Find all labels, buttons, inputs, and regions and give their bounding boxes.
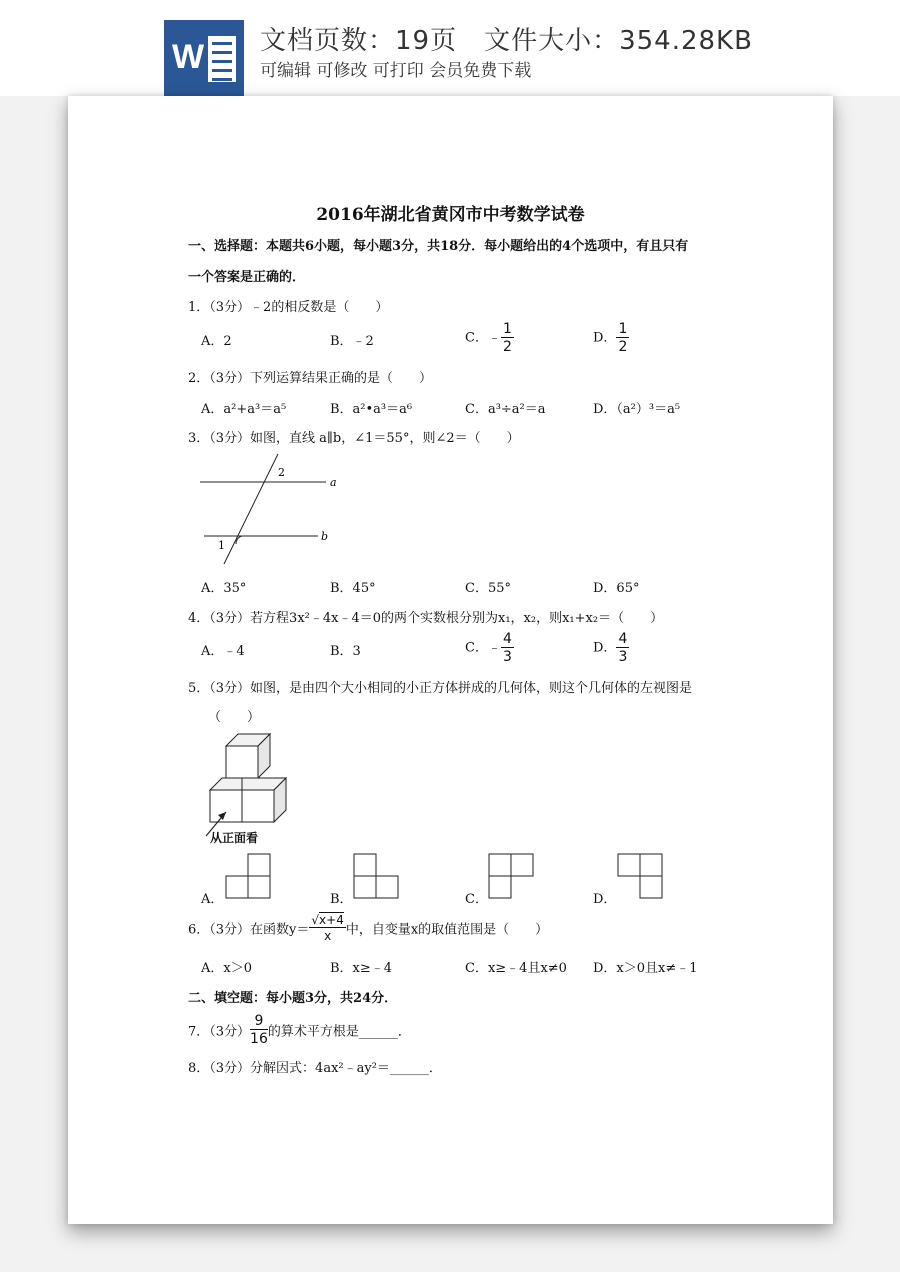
exam-page xyxy=(68,96,833,1224)
question-5-option-b: B． xyxy=(330,892,353,907)
fraction-denominator: 2 xyxy=(618,339,628,355)
fraction-denominator: 16 xyxy=(250,1031,268,1047)
question-4-option-a: A．﹣4 xyxy=(201,644,245,659)
fraction-numerator: 1 xyxy=(618,321,628,337)
square xyxy=(489,876,511,898)
stem-suffix: 中，自变量x的取值范围是（ ） xyxy=(345,922,549,938)
question-6-stem xyxy=(188,914,548,948)
stem-prefix: 6．（3分）在函数y＝ xyxy=(188,922,310,938)
radicand: x+4 xyxy=(319,913,344,927)
section1-heading-line2: 一个答案是正确的． xyxy=(188,270,306,285)
radical-fraction xyxy=(309,914,345,942)
square xyxy=(248,854,270,876)
question-2-option-c: C．a³÷a²＝a xyxy=(465,402,546,417)
fraction xyxy=(501,322,514,354)
option-d-label: D． xyxy=(593,640,617,656)
square xyxy=(489,854,511,876)
question-2-stem: 2．（3分）下列运算结果正确的是（ ） xyxy=(188,371,433,386)
option-c-view xyxy=(485,852,537,902)
question-4-stem: 4．（3分）若方程3x²﹣4x﹣4＝0的两个实数根分别为x₁，x₂，则x₁+x₂＝（ ） xyxy=(188,611,664,626)
section1-heading-line1: 一、选择题：本题共6小题，每小题3分，共18分．每小题给出的4个选项中，有且只有 xyxy=(188,239,689,254)
question-6-option-d: D．x＞0且x≠﹣1 xyxy=(593,961,698,976)
parallel-lines-figure xyxy=(198,452,338,570)
question-2-option-b: B．a²•a³＝a⁶ xyxy=(330,402,413,417)
bottom-cube-left-front xyxy=(210,790,242,822)
question-1-stem: 1．（3分）﹣2的相反数是（ ） xyxy=(188,300,389,315)
question-3-option-a: A．35° xyxy=(201,581,247,596)
option-c-label: C． xyxy=(465,330,488,346)
square xyxy=(376,876,398,898)
question-3-option-b: B．45° xyxy=(330,581,376,596)
square xyxy=(511,854,533,876)
fraction-denominator: x xyxy=(324,929,332,943)
question-4-option-c xyxy=(465,632,514,664)
page-title: 2016年湖北省黄冈市中考数学试卷 xyxy=(316,205,585,225)
question-5-paren: （ ） xyxy=(208,710,261,725)
question-6-option-a: A．x＞0 xyxy=(201,961,252,976)
fraction xyxy=(501,632,514,664)
fraction xyxy=(616,632,629,664)
option-c-label: C． xyxy=(465,640,488,656)
square xyxy=(640,876,662,898)
question-5-option-d: D． xyxy=(593,892,617,907)
question-5-option-a: A． xyxy=(201,892,224,907)
question-5-option-c: C． xyxy=(465,892,488,907)
square xyxy=(354,854,376,876)
question-6-option-b: B．x≥﹣4 xyxy=(330,961,393,976)
fraction-denominator: 2 xyxy=(502,339,512,355)
fraction xyxy=(250,1014,268,1046)
word-icon-lines xyxy=(208,36,236,82)
transversal-line xyxy=(224,454,278,564)
square xyxy=(354,876,376,898)
question-1-option-c xyxy=(465,322,514,354)
square xyxy=(618,854,640,876)
fraction-denominator: 3 xyxy=(618,649,628,665)
question-1-option-a: A．2 xyxy=(201,334,232,349)
fraction xyxy=(616,322,629,354)
fraction-denominator: 3 xyxy=(502,649,512,665)
top-cube-front xyxy=(226,746,258,778)
question-5-stem: 5．（3分）如图，是由四个大小相同的小正方体拼成的几何体，则这个几何体的左视图是 xyxy=(188,681,693,696)
label-angle-2: 2 xyxy=(278,466,285,479)
question-7-stem xyxy=(188,1014,411,1046)
question-4-option-b: B．3 xyxy=(330,644,361,659)
fraction-numerator: 4 xyxy=(618,631,628,647)
question-1-option-b: B．﹣2 xyxy=(330,334,374,349)
download-banner xyxy=(0,0,900,96)
word-icon-letter: W xyxy=(172,38,205,76)
figure-caption: 从正面看 xyxy=(210,831,259,845)
option-d-view xyxy=(614,852,666,902)
option-b-view xyxy=(350,852,402,902)
square xyxy=(226,876,248,898)
square xyxy=(640,854,662,876)
stem-prefix: 7．（3分） xyxy=(188,1024,251,1040)
label-angle-1: 1 xyxy=(218,539,225,552)
section2-heading: 二、填空题：每小题3分，共24分． xyxy=(188,991,398,1006)
question-6-option-c: C．x≥﹣4且x≠0 xyxy=(465,961,567,976)
stem-suffix: 的算术平方根是______． xyxy=(267,1024,411,1040)
question-4-option-d xyxy=(593,632,629,664)
fraction-numerator xyxy=(309,914,345,928)
sqrt-symbol: √ xyxy=(311,913,320,927)
question-1-option-d xyxy=(593,322,629,354)
question-8-stem: 8．（3分）分解因式：4ax²﹣ay²＝______． xyxy=(188,1061,442,1076)
square xyxy=(248,876,270,898)
option-d-label: D． xyxy=(593,330,617,346)
bottom-cube-right-front xyxy=(242,790,274,822)
question-3-option-d: D．65° xyxy=(593,581,640,596)
fraction-numerator: 9 xyxy=(250,1014,268,1030)
fraction-numerator: 4 xyxy=(502,631,512,647)
question-3-stem: 3．（3分）如图，直线 a∥b，∠1＝55°，则∠2＝（ ） xyxy=(188,431,520,446)
question-3-option-c: C．55° xyxy=(465,581,511,596)
bottom-row-top xyxy=(210,778,286,790)
question-2-option-d: D．（a²）³＝a⁵ xyxy=(593,402,681,417)
word-document-icon xyxy=(164,20,244,96)
fraction-numerator: 1 xyxy=(502,321,512,337)
option-c-sign: ﹣ xyxy=(487,330,501,346)
document-info: 文档页数：19页 文件大小：354.28KB xyxy=(260,26,753,56)
document-features: 可编辑 可修改 可打印 会员免费下载 xyxy=(260,61,532,81)
label-a: a xyxy=(330,476,337,489)
option-a-view xyxy=(222,852,274,902)
label-b: b xyxy=(321,530,329,543)
question-2-option-a: A．a²+a³＝a⁵ xyxy=(201,402,287,417)
option-c-sign: ﹣ xyxy=(487,640,501,656)
